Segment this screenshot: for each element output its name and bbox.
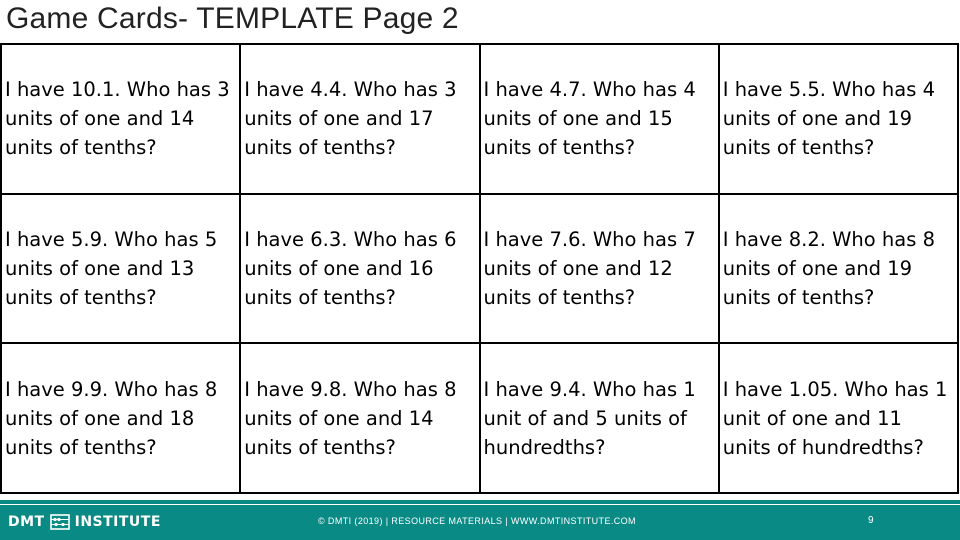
page-number: 9 (868, 515, 874, 526)
game-card: I have 8.2. Who has 8 units of one and 19 units of tenths? (719, 194, 958, 344)
game-card: I have 5.9. Who has 5 units of one and 13 units of tenths? (1, 194, 240, 344)
card-row (1, 44, 958, 194)
game-card: I have 5.5. Who has 4 units of one and 19 units of tenths? (719, 44, 958, 194)
footer-rule (0, 500, 960, 504)
copyright-text: © DMTI (2019) | RESOURCE MATERIALS | WWW.DMTINSTITUTE.COM (318, 516, 636, 526)
logo-text-institute: INSTITUTE (74, 514, 161, 530)
card-row (1, 194, 958, 344)
game-card: I have 9.4. Who has 1 unit of and 5 units of hundredths? (480, 343, 719, 493)
game-card: I have 10.1. Who has 3 units of one and 14 units of tenths? (1, 44, 240, 194)
game-card: I have 4.7. Who has 4 units of one and 15 units of tenths? (480, 44, 719, 194)
page-title: Game Cards- TEMPLATE Page 2 (6, 2, 459, 35)
game-card: I have 6.3. Who has 6 units of one and 16 units of tenths? (240, 194, 479, 344)
dmt-institute-logo (8, 512, 161, 532)
game-cards-grid (0, 43, 959, 494)
card-row (1, 343, 958, 493)
footer-bar (0, 505, 960, 540)
game-card: I have 4.4. Who has 3 units of one and 17 units of tenths? (240, 44, 479, 194)
game-card: I have 7.6. Who has 7 units of one and 12 units of tenths? (480, 194, 719, 344)
abacus-icon (50, 514, 70, 530)
game-card: I have 9.8. Who has 8 units of one and 14 units of tenths? (240, 343, 479, 493)
game-card: I have 9.9. Who has 8 units of one and 18 units of tenths? (1, 343, 240, 493)
logo-text-dmt: DMT (8, 514, 45, 530)
game-card: I have 1.05. Who has 1 unit of one and 11 units of hundredths? (719, 343, 958, 493)
